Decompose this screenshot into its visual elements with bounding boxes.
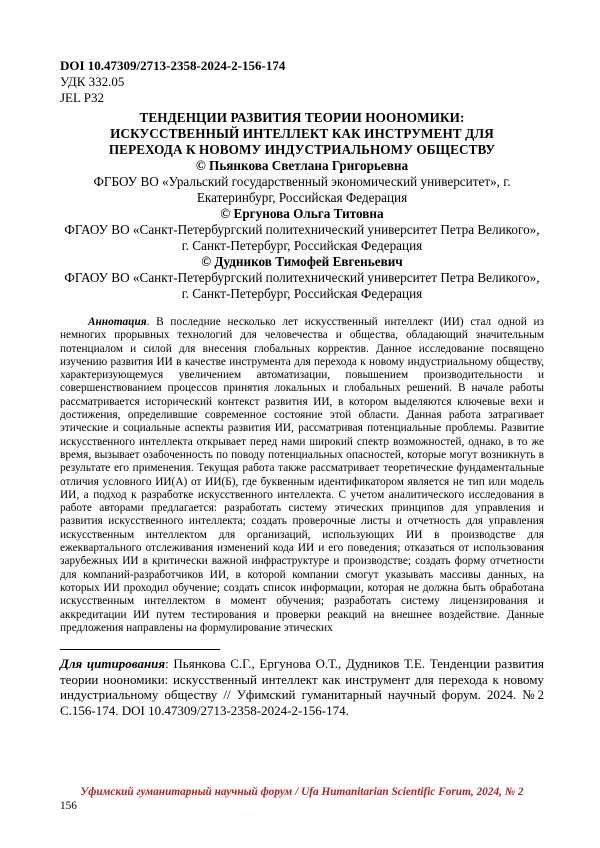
author-name: © Дудников Тимофей Евгеньевич <box>201 254 403 269</box>
author-name: © Ергунова Ольга Титовна <box>220 206 384 221</box>
footnote-divider <box>60 649 220 650</box>
doi: DOI 10.47309/2713-2358-2024-2-156-174 <box>60 58 286 73</box>
title-line: ИСКУССТВЕННЫЙ ИНТЕЛЛЕКТ КАК ИНСТРУМЕНТ ДЛЯ <box>110 126 494 141</box>
author-block <box>60 254 544 302</box>
journal-running-footer: Уфимский гуманитарный научный форум / Ufa Humanitarian Scientific Forum, 2024, № 2 <box>80 786 524 798</box>
author-name: © Пьянкова Светлана Григорьевна <box>195 158 409 173</box>
citation-text: : Пьянкова С.Г., Ергунова О.Т., Дудников Т.Е. Тенденции развития теории ноономики: искусственный интеллект как инструмент для перехода к новому индустриальному обществу // Уфимский гуманитарный научный форум. 2024. №2 С.156-174. DOI 10.47309/2713-2358-2024-2-156-174. <box>60 656 544 718</box>
page-footer <box>60 785 544 813</box>
author-affiliation: ФГАОУ ВО «Санкт-Петербургский политехнический университет Петра Великого», г. Санкт-Петербург, Российская Федерация <box>64 270 540 301</box>
abstract-text: . В последние несколько лет искусственный интеллект (ИИ) стал одной из немногих прорывных технологий для человечества и общества, обладающий значительным потенциалом и силой для внесения глобальных корректив. Данное исследование посвящено изучению развития ИИ в качестве инструмента для перехода к новому индустриальному обществу, характеризующемуся увеличением автоматизации, повышением производительности и совершенствованием процессов принятия локальных и глобальных решений. В начале работы рассматривается исторический контекст развития ИИ, в котором выделяются ключевые вехи и достижения, определившие современное состояние этой области. Данная работа затрагивает этические и социальные аспекты развития ИИ, рассматривая потенциальные проблемы. Развитие искусственного интеллекта открывает перед нами широкий спектр возможностей, однако, в то же время, вызывает озабоченность по поводу потенциальных опасностей, которые могут возникнуть в результате его применения. Текущая работа также рассматривает теоретические фундаментальные отличия условного ИИ(А) от ИИ(Б), где буквенным идентификатором является не тип или модель ИИ, а подход к разработке искусственного интеллекта. С учетом аналитического исследования в работе авторами предлагается: разработать систему этических принципов для управления и развития искусственного интеллекта; создать проверочные листы и отчетность для управления искусственным интеллектом для организаций, использующих ИИ в производстве для ежеквартального отслеживания изменений кода ИИ и его поведения; отказаться от использования зарубежных ИИ в критически важной инфраструктуре и производстве; создать форму отчетности для компаний-разработчиков ИИ, в которой компании смогут указывать массивы данных, на которых ИИ проходил обучение; создать список информации, которая не должна быть обработана искусственным интеллектом в момент обучения; разработать систему лицензирования и аккредитации ИИ путем тестирования и проверки реакций на внешнее воздействие. Данные предложения направлены на формулирование этических <box>60 316 544 634</box>
page-number: 156 <box>60 800 77 812</box>
title-line: ПЕРЕХОДА К НОВОМУ ИНДУСТРИАЛЬНОМУ ОБЩЕСТВУ <box>108 142 496 157</box>
article-meta <box>60 58 544 106</box>
jel-code: JEL P32 <box>60 90 104 105</box>
citation-label: Для цитирования <box>60 656 166 672</box>
abstract <box>60 316 544 635</box>
citation <box>60 656 544 718</box>
author-affiliation: ФГАОУ ВО «Санкт-Петербургский политехнический университет Петра Великого», г. Санкт-Петербург, Российская Федерация <box>64 222 540 253</box>
title-line: ТЕНДЕНЦИИ РАЗВИТИЯ ТЕОРИИ НООНОМИКИ: <box>139 110 465 125</box>
article-first-page <box>60 58 544 718</box>
author-block <box>60 206 544 254</box>
abstract-label: Аннотация <box>88 316 147 328</box>
udk-code: УДК 332.05 <box>60 74 125 89</box>
article-title <box>60 110 544 158</box>
author-block <box>60 158 544 206</box>
author-affiliation: ФГБОУ ВО «Уральский государственный экономический университет», г. Екатеринбург, Российская Федерация <box>93 174 511 205</box>
